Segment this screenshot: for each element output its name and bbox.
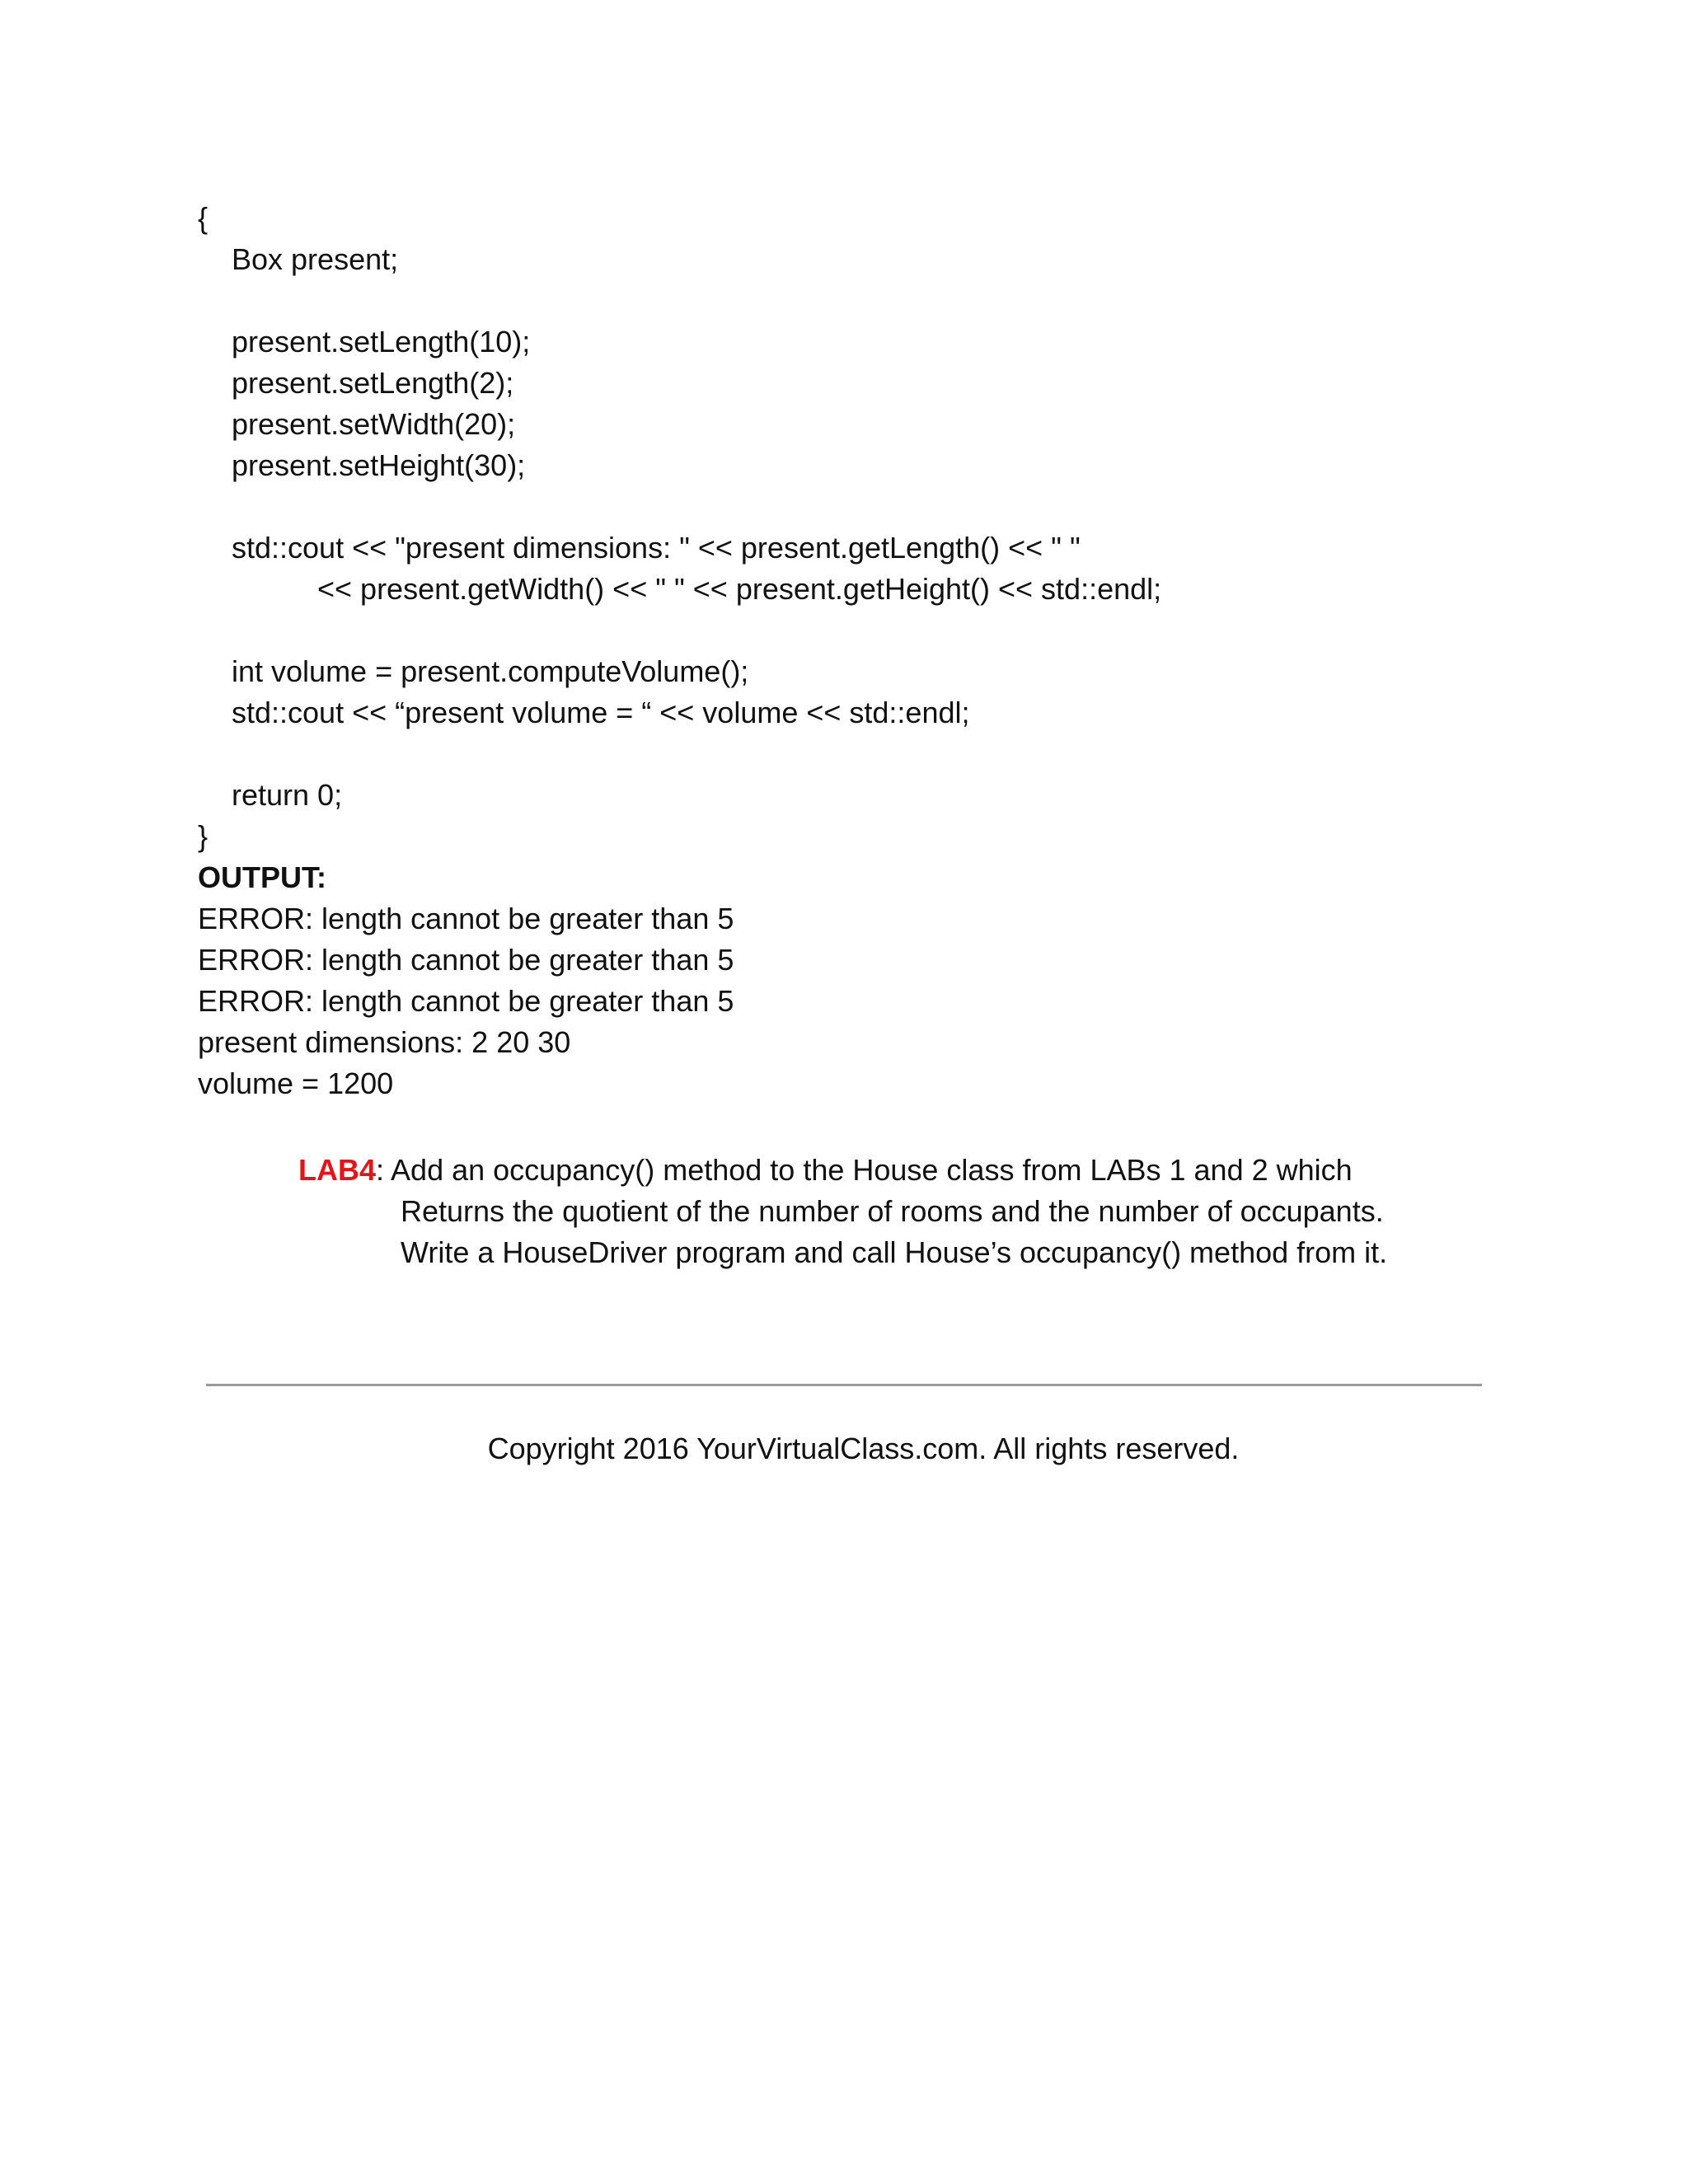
output-line: ERROR: length cannot be greater than 5 (198, 984, 734, 1018)
lab-assignment-text: : Add an occupancy() method to the House class from LABs 1 and 2 which (376, 1153, 1353, 1187)
code-line: present.setWidth(20); (232, 407, 516, 441)
lab-tag: LAB4 (298, 1153, 377, 1187)
code-line: present.setLength(2); (232, 366, 514, 400)
lab-assignment-line: Write a HouseDriver program and call House’s occupancy() method from it. (401, 1235, 1388, 1269)
output-line: volume = 1200 (198, 1066, 394, 1100)
code-line: std::cout << "present dimensions: " << present.getLength() << " " (232, 531, 1081, 565)
code-open-brace: { (198, 201, 209, 235)
output-heading: OUTPUT: (198, 860, 326, 894)
code-line: present.setLength(10); (232, 325, 531, 359)
lab-assignment-line (298, 1153, 1353, 1188)
output-line: ERROR: length cannot be greater than 5 (198, 943, 734, 977)
footer-copyright: Copyright 2016 YourVirtualClass.com. All rights reserved. (487, 1432, 1240, 1465)
output-line: ERROR: length cannot be greater than 5 (198, 902, 734, 935)
code-close-brace: } (198, 819, 209, 853)
code-line: Box present; (232, 242, 399, 276)
output-line: present dimensions: 2 20 30 (198, 1025, 571, 1059)
footer-divider (206, 1384, 1482, 1386)
code-line: present.setHeight(30); (232, 448, 526, 482)
code-line: << present.getWidth() << " " << present.getHeight() << std::endl; (317, 572, 1162, 606)
code-line: std::cout << “present volume = “ << volume << std::endl; (232, 696, 970, 729)
code-line: return 0; (232, 778, 343, 812)
code-line: int volume = present.computeVolume(); (232, 654, 749, 688)
lab-assignment-line: Returns the quotient of the number of rooms and the number of occupants. (401, 1194, 1384, 1228)
